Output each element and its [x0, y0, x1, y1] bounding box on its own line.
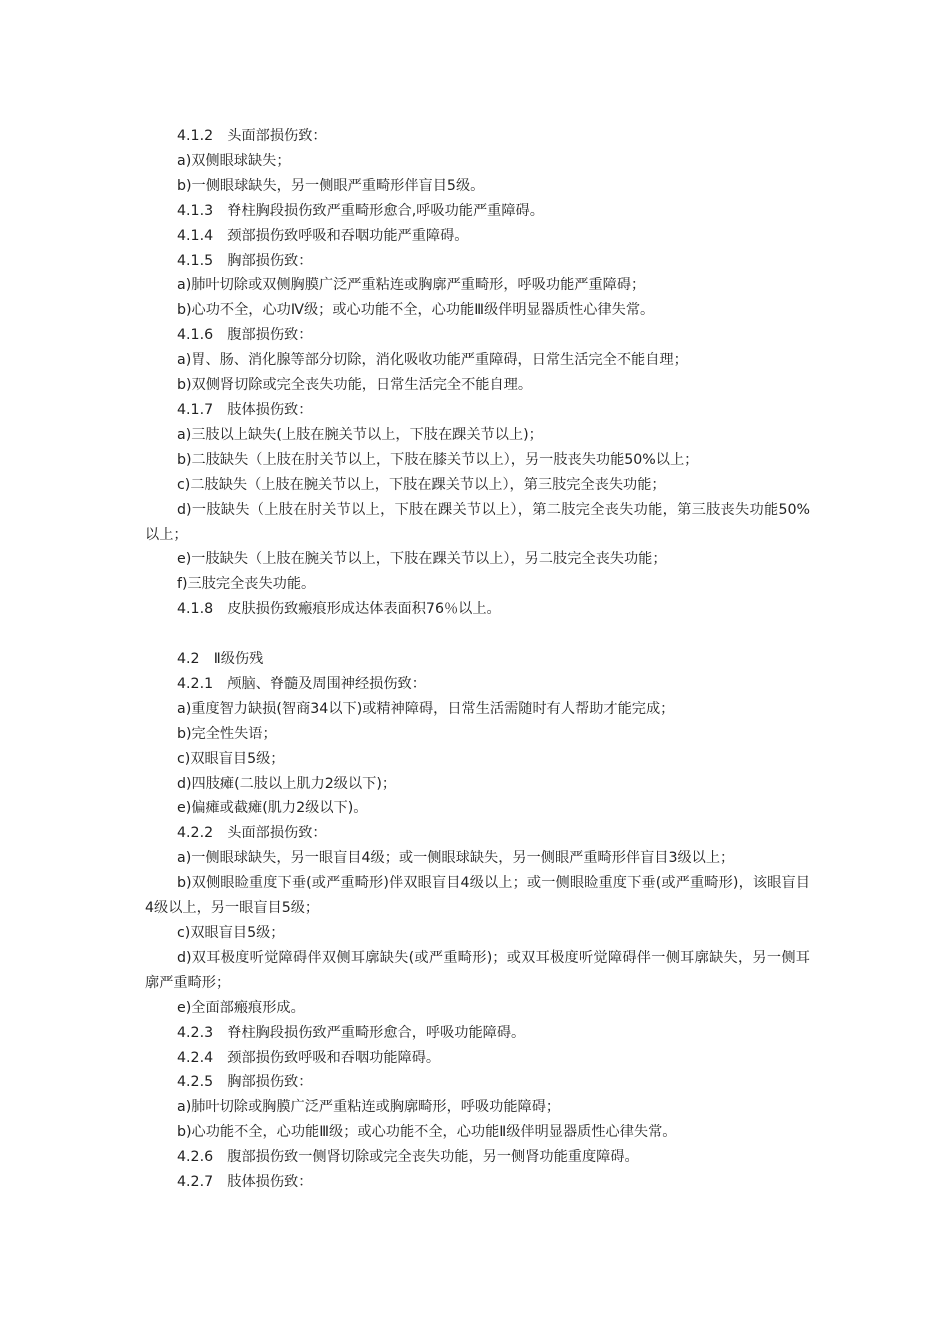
clause-heading: 4.1.3 脊柱胸段损伤致严重畸形愈合,呼吸功能严重障碍。	[177, 202, 544, 219]
clause-heading: 4.1.8 皮肤损伤致瘢痕形成达体表面积76％以上。	[177, 601, 501, 618]
blank-line	[145, 622, 810, 647]
clause-heading: 4.2.6 腹部损伤致一侧肾切除或完全丧失功能，另一侧肾功能重度障碍。	[177, 1149, 639, 1166]
clause-heading: 4.1.5 胸部损伤致：	[177, 252, 313, 269]
clause-item: b)二肢缺失（上肢在肘关节以上，下肢在膝关节以上），另一肢丧失功能50%以上；	[177, 451, 699, 468]
clause-heading: 4.2.3 脊柱胸段损伤致严重畸形愈合，呼吸功能障碍。	[177, 1024, 526, 1041]
clause-item: d)双耳极度听觉障碍伴双侧耳廓缺失(或严重畸形)；或双耳极度听觉障碍伴一侧耳廓缺失，另一侧耳廓严重畸形；	[145, 949, 810, 991]
clause-item: f)三肢完全丧失功能。	[177, 576, 316, 593]
clause-heading: 4.2.1 颅脑、脊髓及周围神经损伤致：	[177, 675, 426, 692]
clause-item: a)一侧眼球缺失，另一眼盲目4级；或一侧眼球缺失，另一侧眼严重畸形伴盲目3级以上；	[177, 850, 735, 867]
clause-item: b)心功不全，心功Ⅳ级；或心功能不全，心功能Ⅲ级伴明显器质性心律失常。	[177, 302, 655, 319]
clause-heading: 4.2.4 颈部损伤致呼吸和吞咽功能障碍。	[177, 1049, 441, 1066]
clause-heading: 4.2.7 肢体损伤致：	[177, 1174, 313, 1191]
clause-heading: 4.2.5 胸部损伤致：	[177, 1074, 313, 1091]
document-body	[145, 124, 810, 1195]
clause-item: b)双侧眼睑重度下垂(或严重畸形)伴双眼盲目4级以上；或一侧眼睑重度下垂(或严重畸形)，该眼盲目4级以上，另一眼盲目5级；	[145, 875, 810, 917]
clause-item: a)肺叶切除或双侧胸膜广泛严重粘连或胸廓严重畸形，呼吸功能严重障碍；	[177, 277, 646, 294]
clause-item: c)双眼盲目5级；	[177, 924, 285, 941]
clause-item: a)双侧眼球缺失；	[177, 152, 291, 169]
clause-item: b)一侧眼球缺失，另一侧眼严重畸形伴盲目5级。	[177, 177, 485, 194]
clause-item: b)心功能不全，心功能Ⅲ级；或心功能不全，心功能Ⅱ级伴明显器质性心律失常。	[177, 1124, 677, 1141]
clause-heading: 4.1.7 肢体损伤致：	[177, 401, 313, 418]
clause-item: c)二肢缺失（上肢在腕关节以上，下肢在踝关节以上），第三肢完全丧失功能；	[177, 476, 666, 493]
clause-heading: 4.1.2 头面部损伤致：	[177, 128, 327, 144]
clause-item: a)胃、肠、消化腺等部分切除，消化吸收功能严重障碍，日常生活完全不能自理；	[177, 352, 688, 369]
clause-item: a)肺叶切除或胸膜广泛严重粘连或胸廓畸形，呼吸功能障碍；	[177, 1099, 561, 1116]
clause-heading: 4.2.2 头面部损伤致：	[177, 825, 327, 842]
clause-item: a)三肢以上缺失(上肢在腕关节以上，下肢在踝关节以上)；	[177, 426, 543, 443]
clause-item: d)一肢缺失（上肢在肘关节以上，下肢在踝关节以上），第二肢完全丧失功能，第三肢丧失功能50%以上；	[145, 501, 810, 543]
section-heading: 4.2 Ⅱ级伤残	[177, 651, 264, 668]
clause-item: b)双侧肾切除或完全丧失功能，日常生活完全不能自理。	[177, 377, 533, 394]
clause-item: b)完全性失语；	[177, 725, 277, 742]
clause-item: c)双眼盲目5级；	[177, 750, 285, 767]
clause-item: a)重度智力缺损(智商34以下)或精神障碍，日常生活需随时有人帮助才能完成；	[177, 700, 675, 717]
clause-item: e)一肢缺失（上肢在腕关节以上，下肢在踝关节以上），另二肢完全丧失功能；	[177, 551, 667, 568]
clause-heading: 4.1.6 腹部损伤致：	[177, 327, 313, 344]
clause-item: e)全面部瘢痕形成。	[177, 999, 305, 1016]
clause-heading: 4.1.4 颈部损伤致呼吸和吞咽功能严重障碍。	[177, 227, 469, 244]
clause-item: e)偏瘫或截瘫(肌力2级以下)。	[177, 800, 368, 817]
clause-item: d)四肢瘫(二肢以上肌力2级以下)；	[177, 775, 397, 792]
